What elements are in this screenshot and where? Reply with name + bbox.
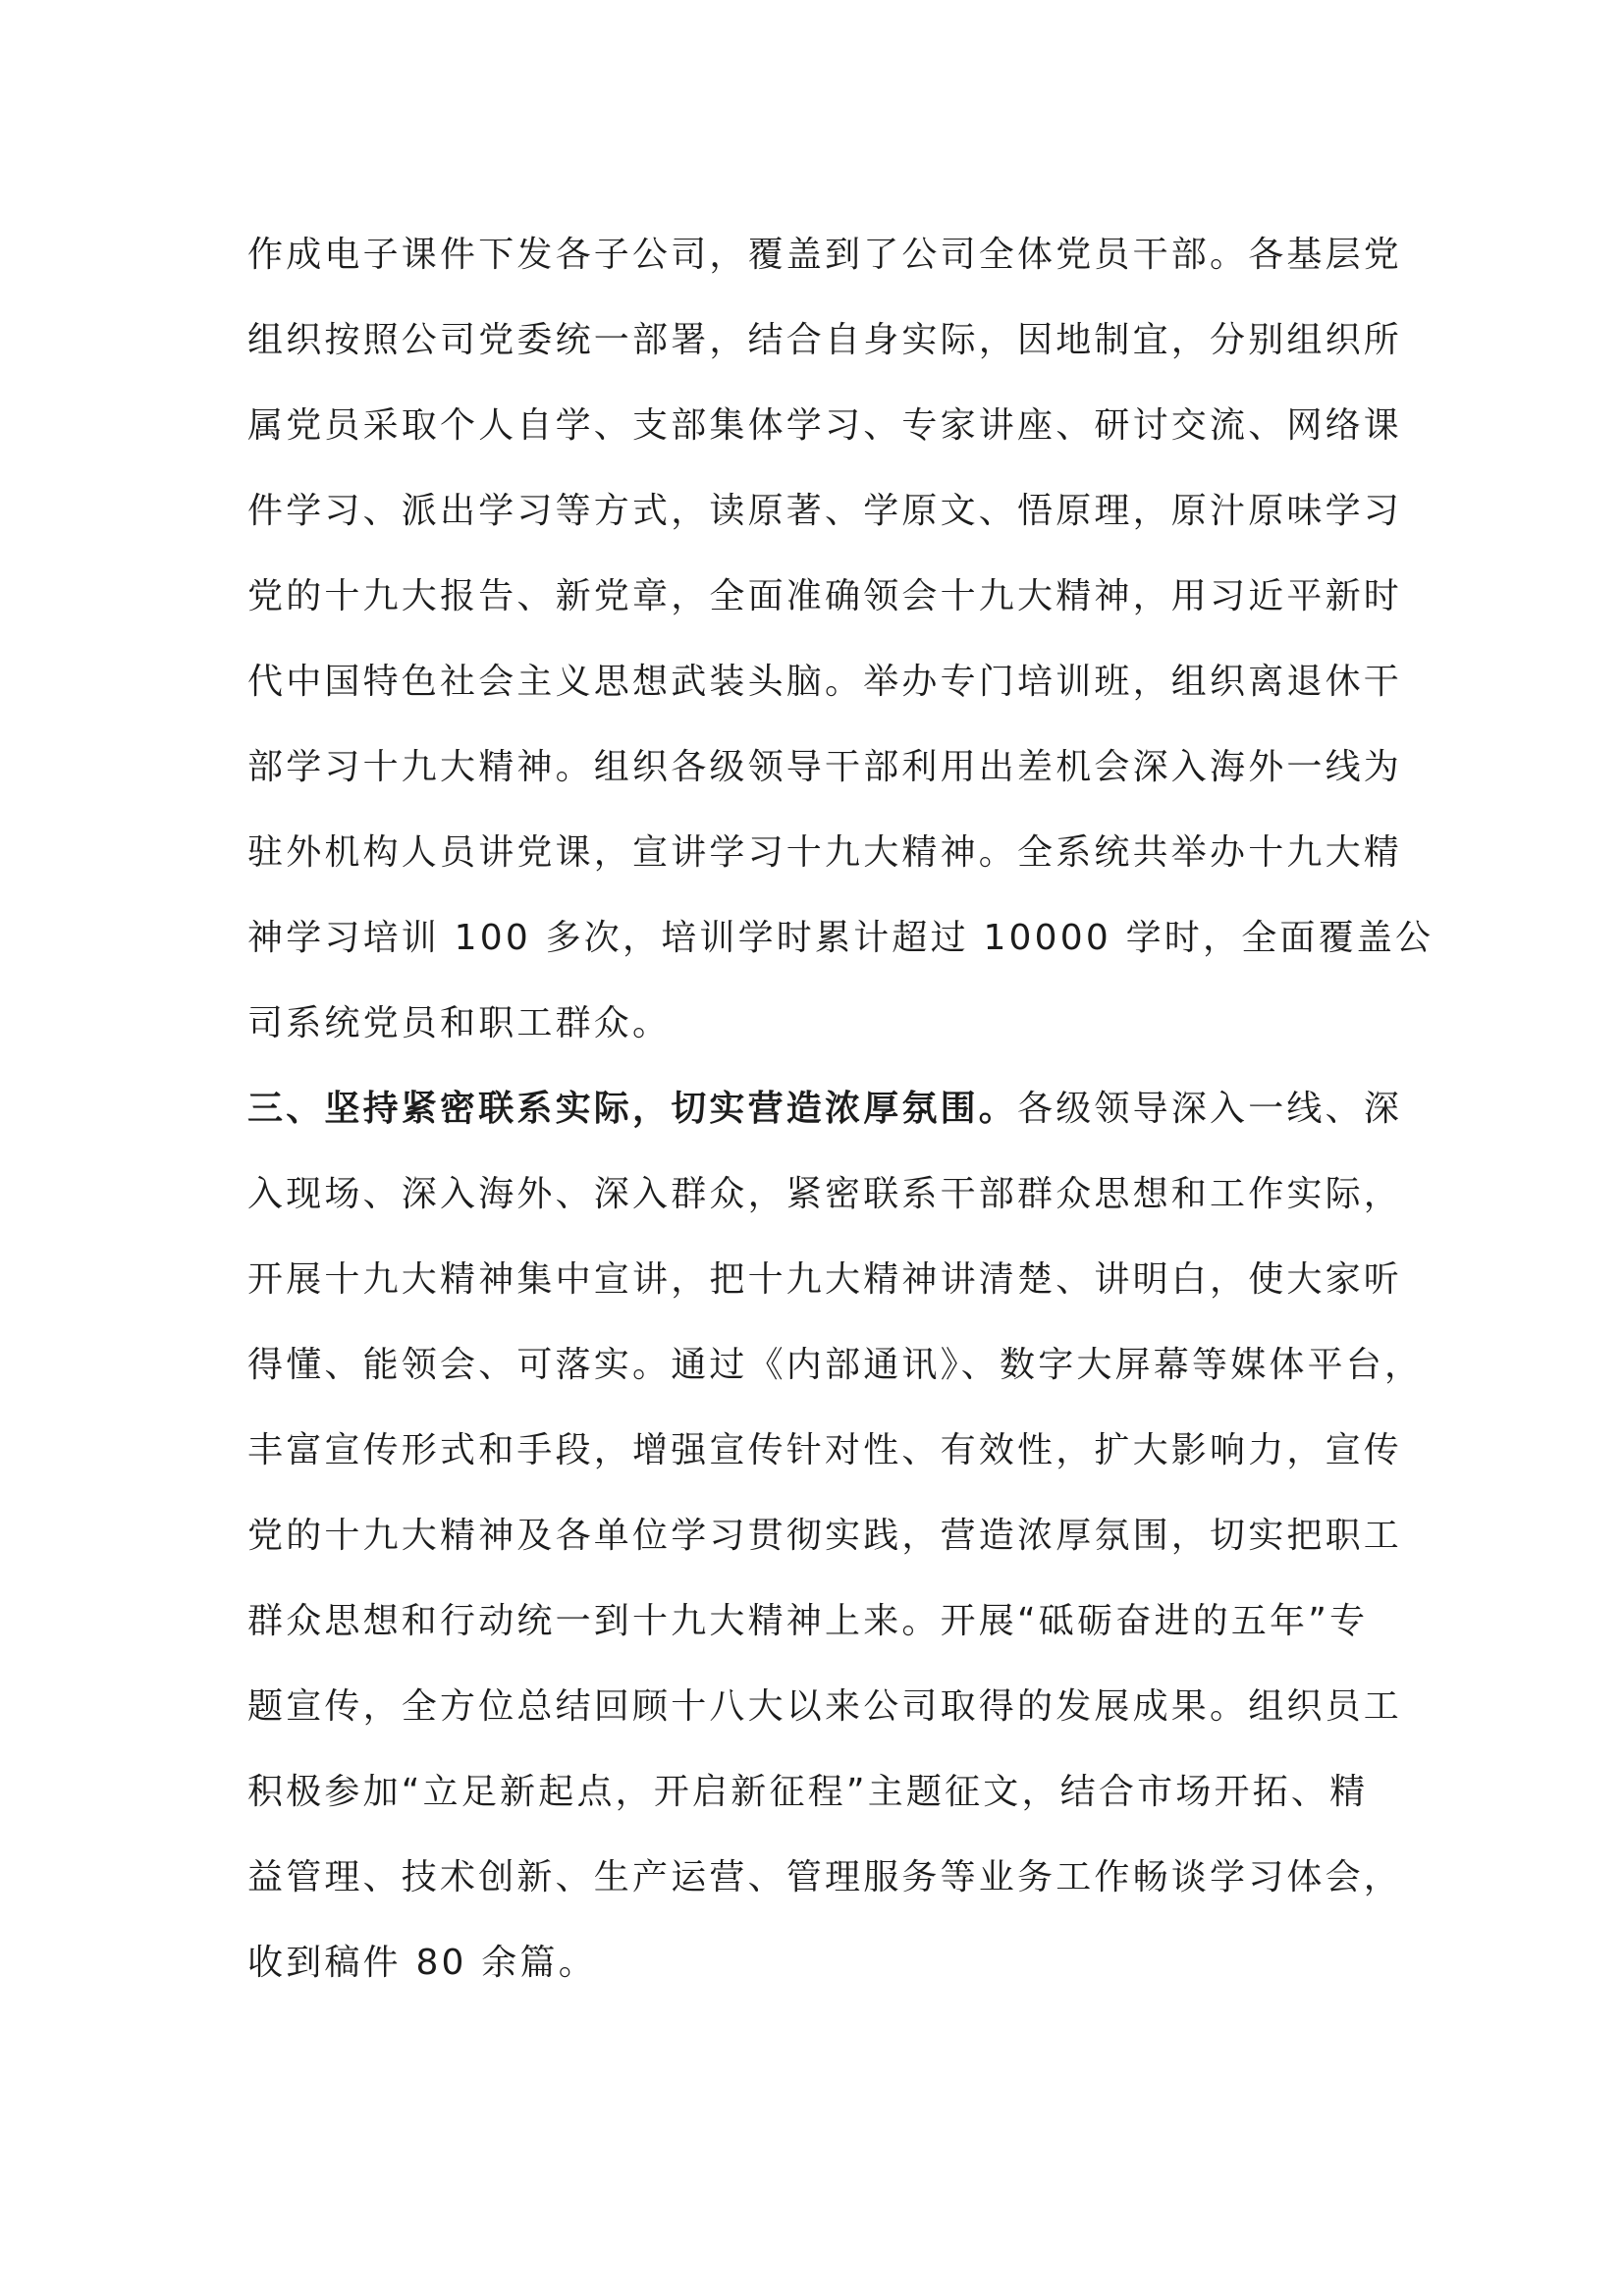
body-line-17: 群众思想和行动统一到十九大精神上来。开展“砥砺奋进的五年”专 bbox=[247, 1601, 1369, 1641]
body-line-16: 党的十九大精神及各单位学习贯彻实践，营造浓厚氛围，切实把职工 bbox=[247, 1516, 1403, 1556]
body-line-10: 司系统党员和职工群众。 bbox=[247, 1003, 672, 1043]
body-line-8: 驻外机构人员讲党课，宣讲学习十九大精神。全系统共举办十九大精 bbox=[247, 832, 1403, 873]
body-line-6: 代中国特色社会主义思想武装头脑。举办专门培训班，组织离退休干 bbox=[247, 662, 1403, 702]
section-heading: 三、坚持紧密联系实际，切实营造浓厚氛围。 bbox=[247, 1089, 1018, 1129]
body-line-20: 益管理、技术创新、生产运营、管理服务等业务工作畅谈学习体会， bbox=[247, 1857, 1403, 1897]
body-line-14: 得懂、能领会、可落实。通过《内部通讯》、数字大屏幕等媒体平台， bbox=[247, 1345, 1424, 1385]
body-line-2: 组织按照公司党委统一部署，结合自身实际，因地制宜，分别组织所 bbox=[247, 320, 1403, 360]
section-lead-text: 各级领导深入一线、深 bbox=[1017, 1089, 1403, 1129]
body-line-13: 开展十九大精神集中宣讲，把十九大精神讲清楚、讲明白，使大家听 bbox=[247, 1259, 1403, 1300]
body-line-1: 作成电子课件下发各子公司，覆盖到了公司全体党员干部。各基层党 bbox=[247, 235, 1403, 275]
body-line-9: 神学习培训 100 多次，培训学时累计超过 10000 学时，全面覆盖公 bbox=[247, 918, 1435, 958]
body-line-12: 入现场、深入海外、深入群众，紧密联系干部群众思想和工作实际， bbox=[247, 1174, 1403, 1214]
body-line-19: 积极参加“立足新起点，开启新征程”主题征文，结合市场开拓、精 bbox=[247, 1772, 1369, 1812]
body-line-7: 部学习十九大精神。组织各级领导干部利用出差机会深入海外一线为 bbox=[247, 747, 1403, 787]
body-line-5: 党的十九大报告、新党章，全面准确领会十九大精神，用习近平新时 bbox=[247, 576, 1403, 616]
document-body bbox=[247, 226, 1435, 2019]
body-line-4: 件学习、派出学习等方式，读原著、学原文、悟原理，原汁原味学习 bbox=[247, 491, 1403, 531]
body-line-3: 属党员采取个人自学、支部集体学习、专家讲座、研讨交流、网络课 bbox=[247, 405, 1403, 446]
section-heading-line bbox=[247, 1080, 1403, 1165]
body-line-15: 丰富宣传形式和手段，增强宣传针对性、有效性，扩大影响力，宣传 bbox=[247, 1430, 1403, 1470]
body-line-21: 收到稿件 80 余篇。 bbox=[247, 1943, 597, 1983]
body-line-18: 题宣传，全方位总结回顾十八大以来公司取得的发展成果。组织员工 bbox=[247, 1686, 1403, 1727]
